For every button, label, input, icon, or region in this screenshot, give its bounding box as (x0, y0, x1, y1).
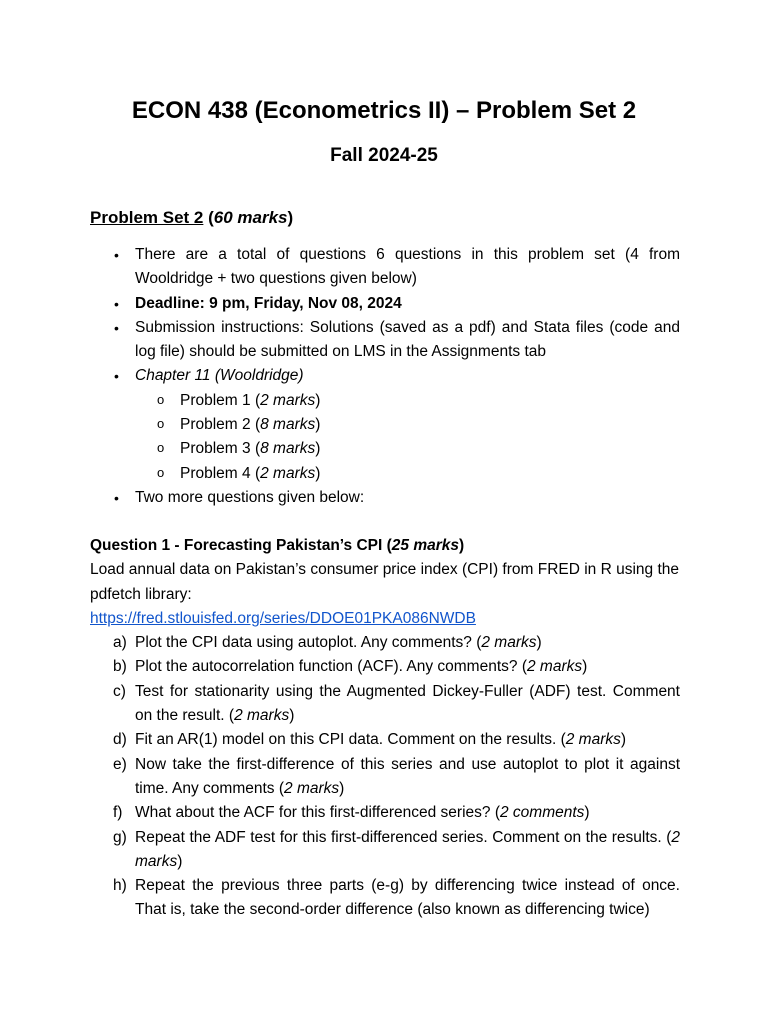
part-marks: 2 marks (526, 658, 583, 676)
section-heading-open: ( (203, 208, 214, 227)
sub-item-close: ) (315, 416, 321, 434)
sub-item-marks: 2 marks (260, 464, 316, 482)
bullet-deadline (90, 292, 680, 316)
part-close: ) (582, 658, 588, 676)
sub-item-text: Problem 1 ( (180, 391, 261, 409)
part-text: Test for stationarity using the Augmented Dickey-Fuller (ADF) test. Comment on the result. ( (135, 682, 680, 725)
document-title: ECON 438 (Econometrics II) – Problem Set 2 (131, 97, 637, 124)
part-text: Plot the CPI data using autoplot. Any comments? ( (135, 634, 482, 652)
bullet-text: Submission instructions: Solutions (saved as a pdf) and Stata files (code and log file) should be submitted on LMS in the Assignments tab (135, 318, 680, 361)
part-marks: 2 marks (234, 707, 290, 725)
section-heading-marks: 60 marks (213, 208, 288, 227)
part-text: Repeat the previous three parts (e-g) by differencing twice instead of once. That is, take the second-order difference (also known as differencing twice) (135, 877, 680, 919)
question-1-title (90, 534, 680, 558)
part-label: b) (113, 658, 127, 676)
part-close: ) (584, 804, 590, 822)
part-label: g) (113, 828, 127, 846)
sub-item-close: ) (315, 391, 321, 409)
part-d (90, 728, 680, 752)
bullet-more-questions (90, 486, 680, 510)
part-marks: 2 marks (481, 634, 537, 652)
chapter-problems-list (135, 389, 680, 486)
part-close: ) (289, 707, 295, 725)
question-1-intro: Load annual data on Pakistan’s consumer price index (CPI) from FRED in R using the pdfetch library: (90, 561, 680, 603)
part-h (90, 874, 680, 923)
bullet-text: Deadline: 9 pm, Friday, Nov 08, 2024 (135, 294, 402, 312)
part-close: ) (620, 731, 627, 749)
bullet-text: Chapter 11 (Wooldridge) (135, 367, 304, 385)
question-1-marks: 25 marks (391, 537, 459, 554)
part-b (90, 655, 680, 679)
fred-data-link[interactable]: https://fred.stlouisfed.org/series/DDOE01PKA086NWDB (90, 609, 476, 627)
part-text: Now take the first-difference of this series and use autoplot to plot it against time. Any comments ( (135, 755, 680, 797)
sub-item-problem-1 (90, 389, 680, 413)
part-label: e) (113, 755, 127, 773)
sub-item-close: ) (315, 464, 321, 482)
part-marks: 2 marks (135, 828, 680, 870)
bullet-chapter (90, 364, 680, 485)
sub-item-problem-4 (90, 462, 680, 486)
section-heading-title: Problem Set 2 (90, 208, 204, 227)
part-f (90, 801, 680, 825)
part-text: Plot the autocorrelation function (ACF). Any comments? ( (135, 658, 527, 676)
section-heading-close: ) (287, 208, 294, 227)
part-g (90, 826, 680, 875)
part-e (90, 753, 680, 802)
instructions-list (90, 243, 680, 510)
sub-item-problem-2 (90, 413, 680, 437)
document-subtitle: Fall 2024-25 (330, 145, 438, 166)
part-marks: 2 marks (284, 779, 340, 797)
section-heading (90, 205, 293, 231)
part-close: ) (339, 779, 345, 797)
sub-item-problem-3 (90, 437, 680, 461)
part-label: c) (113, 682, 126, 700)
part-label: h) (113, 877, 127, 895)
sub-item-text: Problem 3 ( (180, 440, 261, 458)
sub-item-close: ) (315, 440, 321, 458)
part-a (90, 631, 680, 655)
sub-item-marks: 8 marks (260, 440, 316, 458)
bullet-submission (90, 316, 680, 365)
part-text: Fit an AR(1) model on this CPI data. Comment on the results. ( (135, 731, 566, 749)
question-1-parts (90, 631, 680, 923)
bullet-total-questions (90, 243, 680, 292)
sub-item-marks: 2 marks (260, 391, 316, 409)
part-close: ) (536, 634, 542, 652)
part-c (90, 680, 680, 729)
question-1 (90, 534, 680, 923)
sub-item-text: Problem 4 ( (180, 464, 261, 482)
sub-item-marks: 8 marks (260, 416, 316, 434)
part-text: What about the ACF for this first-differenced series? ( (135, 804, 500, 822)
question-1-title-text: Question 1 - Forecasting Pakistan’s CPI ( (90, 537, 392, 554)
sub-item-text: Problem 2 ( (180, 416, 261, 434)
part-marks: 2 marks (565, 731, 621, 749)
part-close: ) (177, 852, 183, 870)
question-1-title-close: ) (459, 537, 465, 554)
part-label: f) (113, 804, 123, 822)
part-text: Repeat the ADF test for this first-differenced series. Comment on the results. ( (135, 828, 672, 846)
bullet-text: There are a total of questions 6 questions in this problem set (4 from Wooldridge + two questions given below) (135, 246, 680, 288)
bullet-text: Two more questions given below: (135, 488, 365, 506)
part-label: a) (113, 634, 127, 652)
part-marks: 2 comments (499, 804, 585, 822)
part-label: d) (113, 731, 127, 749)
